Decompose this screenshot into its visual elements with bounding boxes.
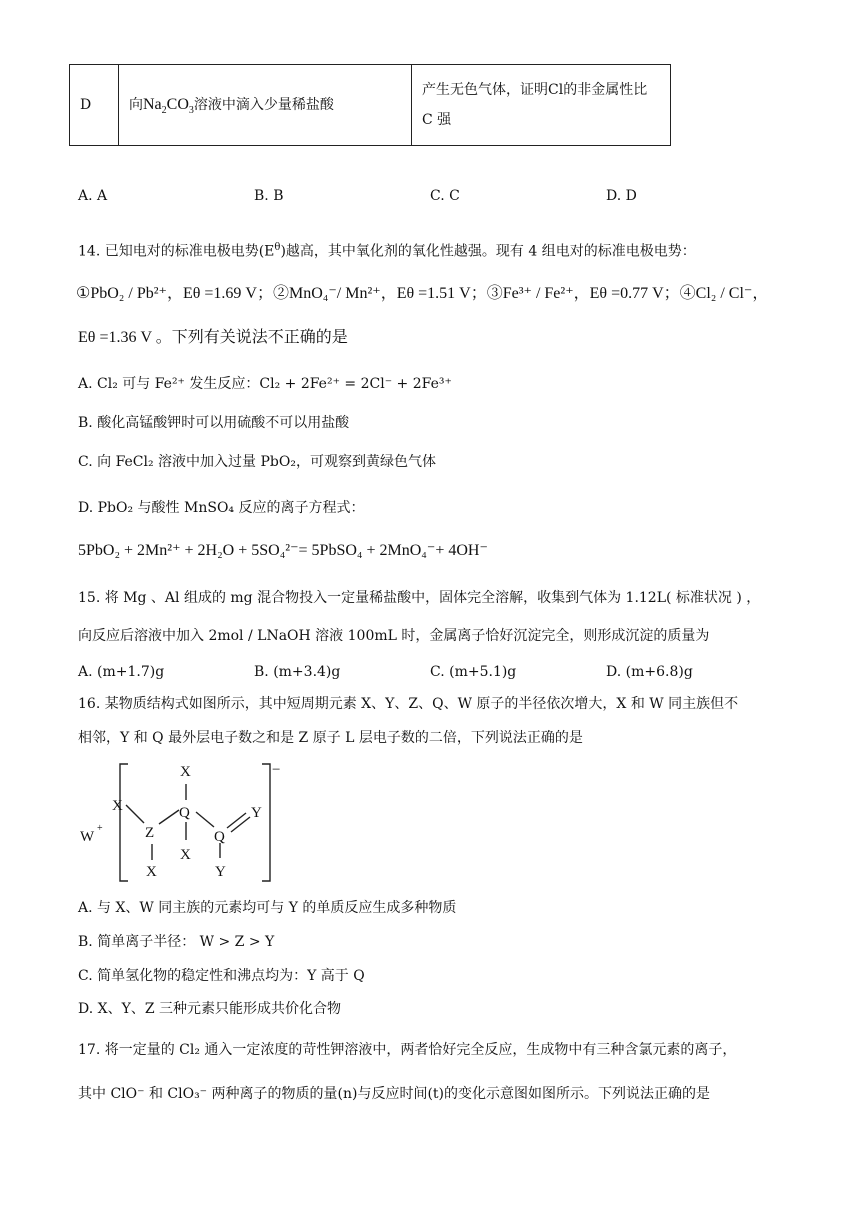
q14-stem	[78, 238, 696, 262]
q13-option-c: C. C	[430, 188, 460, 204]
table-cell-conclusion	[412, 65, 671, 146]
q13-option-a: A. A	[78, 188, 108, 204]
q15-option-a: A. (m+1.7)g	[78, 664, 165, 680]
left-bracket	[120, 764, 128, 881]
atom-x-top: X	[180, 764, 191, 780]
q14-pairs: ①PbO₂ / Pb²⁺，Eθ =1.69 V；②MnO₄⁻/ Mn²⁺，Eθ =1.51 V；③Fe³⁺ / Fe²⁺，Eθ =0.77 V；④Cl₂ / Cl⁻，	[76, 285, 769, 302]
q16-option-d: D. X、Y、Z 三种元素只能形成共价化合物	[78, 1001, 342, 1017]
bond-x-z	[126, 805, 144, 823]
q14-option-d: D. PbO₂ 与酸性 MnSO₄ 反应的离子方程式：	[78, 500, 365, 516]
q16-stem-2: 相邻，Y 和 Q 最外层电子数之和是 Z 原子 L 层电子数的二倍，下列说法正确的是	[78, 730, 583, 746]
q14-pairs-tail: Eθ =1.36 V 。下列有关说法不正确的是	[78, 329, 348, 346]
q16-option-b: B. 简单离子半径： W > Z > Y	[78, 934, 275, 950]
q13-option-d: D. D	[606, 188, 637, 204]
q15-option-c: C. (m+5.1)g	[430, 664, 517, 680]
q16-option-a: A. 与 X、W 同主族的元素均可与 Y 的单质反应生成多种物质	[78, 900, 457, 916]
q15-option-d: D. (m+6.8)g	[606, 664, 693, 680]
atom-w: W	[80, 829, 95, 845]
formula-sub-3: 3	[188, 105, 194, 117]
bond-q-q	[196, 812, 214, 827]
atom-w-charge: +	[97, 823, 103, 834]
atom-y-top: Y	[251, 805, 262, 821]
q15-stem-1: 15. 将 Mg 、Al 组成的 mg 混合物投入一定量稀盐酸中，固体完全溶解，收集到气体为 1.12L( 标准状况 ) ，	[78, 590, 761, 606]
operation-prefix: 向	[129, 96, 143, 113]
atom-q-left: Q	[179, 805, 190, 821]
atom-y-bottom: Y	[215, 864, 226, 880]
formula-na: Na	[143, 95, 162, 113]
operation-text: 溶液中滴入少量稀盐酸	[193, 96, 334, 113]
double-bond-1	[227, 813, 246, 828]
table-cell-operation	[119, 65, 412, 146]
q16-stem-1: 16. 某物质结构式如图所示，其中短周期元素 X、Y、Z、Q、W 原子的半径依次增大，X 和 W 同主族但不	[78, 696, 739, 712]
atom-q-right: Q	[214, 829, 225, 845]
row-label: D	[80, 97, 92, 113]
ion-charge: −	[272, 762, 281, 778]
q14-stem-tail: )越高，其中氧化剂的氧化性越强。现有 4 组电对的标准电极电势：	[280, 243, 696, 260]
q14-option-a: A. Cl₂ 可与 Fe²⁺ 发生反应：Cl₂ + 2Fe²⁺ = 2Cl⁻ + 2Fe³⁺	[78, 376, 452, 392]
q14-stem-text: 14. 已知电对的标准电极电势(E	[78, 243, 275, 260]
formula-sub-2: 2	[161, 105, 167, 117]
q16-option-c: C. 简单氢化物的稳定性和沸点均为：Y 高于 Q	[78, 968, 365, 984]
q15-stem-2: 向反应后溶液中加入 2mol / LNaOH 溶液 100mL 时，金属离子恰好沉淀完全，则形成沉淀的质量为	[78, 628, 710, 644]
conclusion-line-2: C 强	[422, 112, 452, 128]
atom-z: Z	[145, 825, 155, 841]
atom-x-bottom: X	[180, 847, 191, 863]
q17-stem-2: 其中 ClO⁻ 和 ClO₃⁻ 两种离子的物质的量(n)与反应时间(t)的变化示意图如图所示。下列说法正确的是	[78, 1086, 711, 1102]
atom-x-left: X	[112, 798, 123, 814]
q17-stem-1: 17. 将一定量的 Cl₂ 通入一定浓度的苛性钾溶液中，两者恰好完全反应，生成物中有三种含氯元素的离子，	[78, 1042, 737, 1058]
answer-table	[69, 64, 671, 146]
table-row	[70, 65, 671, 146]
bond-z-q	[159, 810, 179, 824]
q14-option-d-equation: 5PbO₂ + 2Mn²⁺ + 2H₂O + 5SO₄²⁻= 5PbSO₄ + 2MnO₄⁻+ 4OH⁻	[78, 542, 488, 559]
q14-stem-sup: θ	[274, 242, 281, 253]
molecular-structure-diagram	[72, 760, 292, 885]
double-bond-2	[231, 817, 250, 832]
q14-option-c: C. 向 FeCl₂ 溶液中加入过量 PbO₂，可观察到黄绿色气体	[78, 454, 436, 470]
conclusion-line-1: 产生无色气体，证明Cl的非金属性比	[422, 82, 648, 98]
table-cell-label	[70, 65, 119, 146]
formula-co: CO	[166, 95, 189, 113]
right-bracket	[262, 764, 270, 881]
atom-x-lower: X	[146, 864, 157, 880]
q15-option-b: B. (m+3.4)g	[254, 664, 341, 680]
q13-option-b: B. B	[254, 188, 284, 204]
q14-option-b: B. 酸化高锰酸钾时可以用硫酸不可以用盐酸	[78, 415, 350, 431]
